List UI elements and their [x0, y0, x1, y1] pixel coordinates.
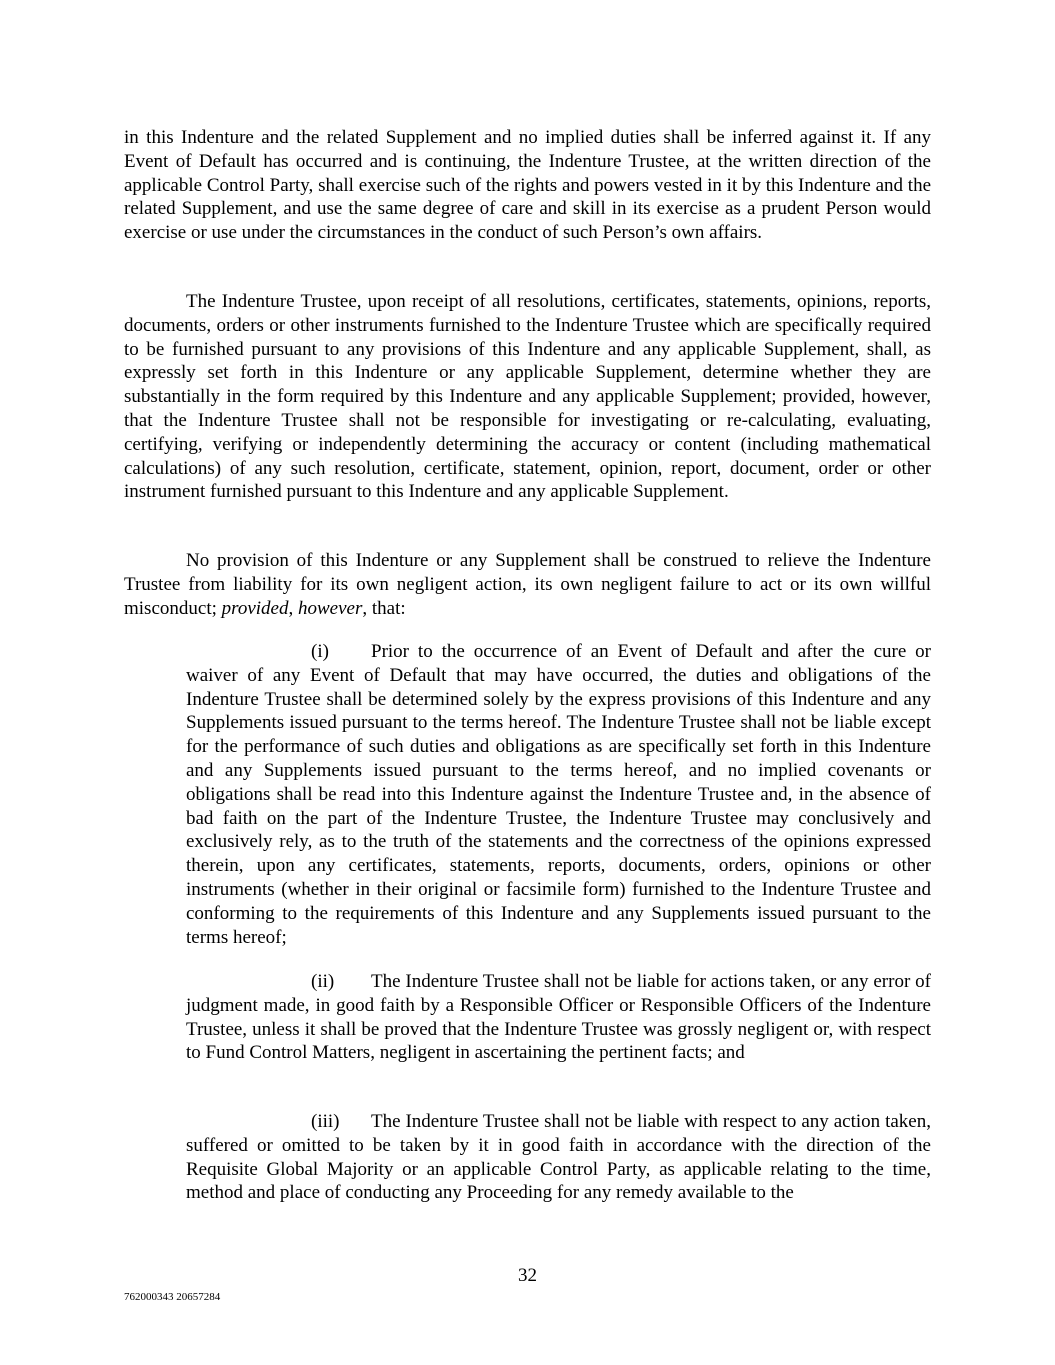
list-item-text: The Indenture Trustee shall not be liable for actions taken, or any error of judgment made, in good faith by a Responsible Officer or Responsible Officers of the Indenture Trustee, unless it shall be proved that the Indenture Trustee was grossly negligent or, with respect to Fund Control Matters, negligent in ascertaining the pertinent facts; and: [186, 971, 931, 1064]
paragraph-no-provision: [124, 549, 931, 620]
comma-text: ,: [288, 597, 298, 619]
list-item-text: The Indenture Trustee shall not be liable with respect to any action taken, suffered or omitted to be taken by it in good faith in accordance with the direction of the Requisite Global Majority or an applicable Control Party, as applicable relating to the time, method and place of conducting any Proceeding for any remedy available to the: [186, 1111, 931, 1204]
list-item-ii: [186, 970, 931, 1065]
list-item-iii: [186, 1110, 931, 1205]
document-id: 762000343 20657284: [124, 1291, 221, 1303]
paragraph-no-provision-text: No provision of this Indenture or any Supplement shall be construed to relieve the Indenture Trustee from liability for its own negligent action, its own negligent failure to act or its own willful misconduct;: [124, 550, 931, 619]
provided-italic: provided: [221, 597, 289, 619]
that-text: , that:: [362, 597, 406, 619]
list-item-number: (i): [311, 641, 329, 662]
paragraph-indenture-trustee-receipt: The Indenture Trustee, upon receipt of all resolutions, certificates, statements, opinions, reports, documents, orders or other instruments furnished to the Indenture Trustee which are specifically required to be furnished pursuant to any provisions of this Indenture and any applicable Supplement, shall, as expressly set forth in this Indenture or any applicable Supplement, determine whether they are substantially in the form required by this Indenture and any applicable Supplement; provided, however, that the Indenture Trustee shall not be responsible for investigating or re-calculating, evaluating, certifying, verifying or independently determining the accuracy or content (including mathematical calculations) of any such resolution, certificate, statement, opinion, report, document, order or other instrument furnished pursuant to this Indenture and any applicable Supplement.: [124, 291, 931, 503]
paragraph-continuation: in this Indenture and the related Supplement and no implied duties shall be inferred against it. If any Event of Default has occurred and is continuing, the Indenture Trustee, at the written direction of the applicable Control Party, shall exercise such of the rights and powers vested in it by this Indenture and the related Supplement, and use the same degree of care and skill in its exercise as a prudent Person would exercise or use under the circumstances in the conduct of such Person’s own affairs.: [124, 127, 931, 244]
list-item-i: [186, 640, 931, 949]
list-item-text: Prior to the occurrence of an Event of Default and after the cure or waiver of any Event of Default that may have occurred, the duties and obligations of the Indenture Trustee shall be determined solely by the express provisions of this Indenture and any Supplements issued pursuant to the terms hereof. The Indenture Trustee shall not be liable except for the performance of such duties and obligations as are specifically set forth in this Indenture and any Supplements issued pursuant to the terms hereof, and no implied covenants or obligations shall be read into this Indenture against the Indenture Trustee and, in the absence of bad faith on the part of the Indenture Trustee, the Indenture Trustee may conclusively and exclusively rely, as to the truth of the statements and the correctness of the opinions expressed therein, upon any certificates, statements, reports, documents, orders, opinions or other instruments (whether in their original or facsimile form) furnished to the Indenture Trustee and conforming to the requirements of this Indenture and any Supplements issued pursuant to the terms hereof;: [186, 641, 931, 948]
list-item-number: (ii): [311, 971, 335, 992]
however-italic: however: [297, 597, 363, 619]
page-number: 32: [518, 1265, 537, 1286]
list-item-number: (iii): [311, 1111, 340, 1132]
